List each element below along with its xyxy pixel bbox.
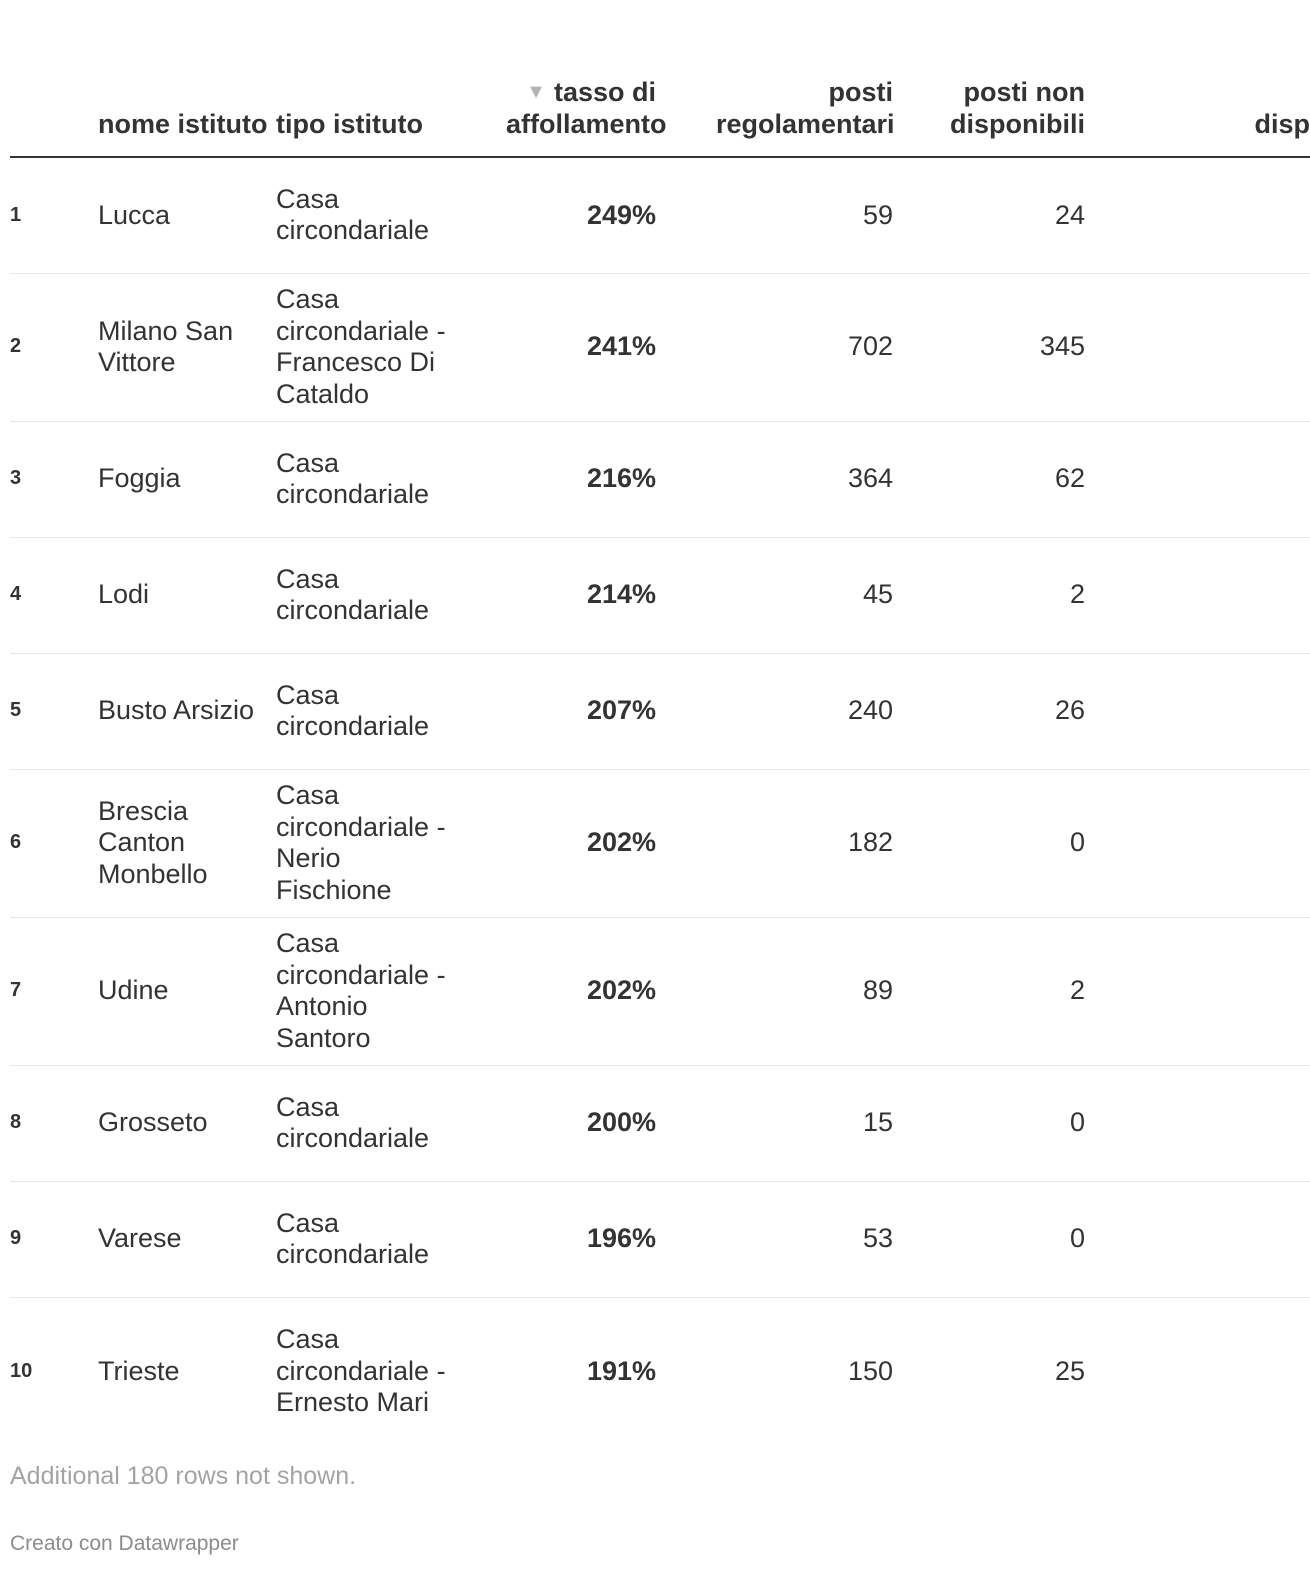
table-row (10, 537, 1310, 653)
cell-nome-istituto: Grosseto (98, 1065, 276, 1181)
table-container (10, 0, 1310, 1592)
cell-nome-istituto: Trieste (98, 1355, 180, 1386)
cell-nome-istituto: Milano San Vittore (98, 273, 276, 421)
cell-disponibili (1085, 157, 1310, 273)
cell-tasso-affollamento: 191% (586, 1355, 656, 1386)
cell-disponibili (1085, 1297, 1310, 1445)
cell-tipo-istituto: Casa circondariale - Francesco Di Cataldo (276, 273, 476, 421)
cell-posti-regolamentari: 150 (847, 1355, 893, 1386)
cell-rank: 7 (10, 917, 98, 1065)
cell-tipo-istituto: Casa circondariale (276, 421, 476, 537)
table-row (10, 1181, 1310, 1297)
cell-tipo-istituto: Casa circondariale (276, 537, 476, 653)
cell-posti-regolamentari: 15 (656, 1065, 893, 1181)
cell-posti-regolamentari: 89 (656, 917, 893, 1065)
cell-posti-non-disponibili: 2 (893, 537, 1085, 653)
header-non-disp[interactable] (893, 76, 1085, 157)
header-row (10, 76, 1310, 157)
cell-rank: 9 (10, 1181, 98, 1297)
header-tipo-istituto[interactable] (276, 76, 476, 157)
cell-rank: 3 (10, 421, 98, 537)
cell-posti-non-disponibili: 24 (893, 157, 1085, 273)
cell-posti-non-disponibili: 0 (893, 769, 1085, 917)
cell-disponibili (1085, 917, 1310, 1065)
table-row (10, 769, 1310, 917)
cell-disponibili (1085, 1065, 1310, 1181)
table-row (10, 1065, 1310, 1181)
cell-tipo-istituto: Casa circondariale - Nerio Fischione (276, 769, 476, 917)
cell-posti-non-disponibili: 345 (893, 273, 1085, 421)
header-non-disp-label: posti non disponibili (950, 77, 1085, 139)
header-posti-label: posti regolamentari (716, 77, 895, 139)
cell-rank: 5 (10, 653, 98, 769)
cell-tasso-affollamento: 200% (476, 1065, 656, 1181)
cell-disponibili (1085, 653, 1310, 769)
cell-nome-istituto: Varese (98, 1181, 276, 1297)
cell-rank: 8 (10, 1065, 98, 1181)
cell-posti-non-disponibili: 26 (893, 653, 1085, 769)
cell-rank: 1 (10, 157, 98, 273)
cell-rank: 10 (10, 1359, 33, 1382)
cell-posti-regolamentari: 702 (656, 273, 893, 421)
cell-nome-istituto: Foggia (98, 421, 276, 537)
cell-tipo-istituto: Casa circondariale (276, 1181, 476, 1297)
cell-disponibili (1085, 537, 1310, 653)
cell-nome-istituto: Busto Arsizio (98, 653, 276, 769)
cell-posti-regolamentari: 240 (656, 653, 893, 769)
table-row (10, 1297, 1310, 1445)
cell-nome-istituto: Udine (98, 917, 276, 1065)
header-posti[interactable] (656, 76, 893, 157)
header-tipo-label: tipo istituto (276, 109, 423, 139)
header-tasso[interactable] (476, 76, 667, 157)
cell-tasso-affollamento: 196% (476, 1181, 656, 1297)
cell-nome-istituto: Brescia Canton Monbello (98, 769, 276, 917)
cell-nome-istituto: Lucca (98, 157, 276, 273)
cell-posti-non-disponibili: 62 (893, 421, 1085, 537)
cell-tipo-istituto: Casa circondariale (276, 1065, 476, 1181)
cell-posti-regolamentari: 45 (656, 537, 893, 653)
cell-posti-regolamentari: 182 (656, 769, 893, 917)
credit-line: Creato con Datawrapper (10, 1532, 239, 1555)
cell-tasso-affollamento: 216% (476, 421, 656, 537)
cell-tasso-affollamento: 202% (476, 769, 656, 917)
table-row (10, 917, 1310, 1065)
cell-tipo-istituto: Casa circondariale - Ernesto Mari (276, 1324, 446, 1417)
cell-posti-regolamentari: 59 (656, 157, 893, 273)
table-row (10, 421, 1310, 537)
header-nome-istituto[interactable] (98, 76, 276, 157)
cell-rank: 6 (10, 769, 98, 917)
cell-rank: 2 (10, 273, 98, 421)
cell-disponibili (1085, 769, 1310, 917)
cell-tipo-istituto: Casa circondariale - Antonio Santoro (276, 917, 476, 1065)
table-notes: Additional 180 rows not shown. (10, 1462, 357, 1490)
cell-posti-regolamentari: 364 (656, 421, 893, 537)
table-row (10, 157, 1310, 273)
cell-posti-regolamentari: 53 (656, 1181, 893, 1297)
cell-posti-non-disponibili: 0 (893, 1181, 1085, 1297)
cell-rank: 4 (10, 537, 98, 653)
sort-descending-icon: ▼ (526, 81, 546, 103)
header-tasso-label: tasso di affollamento (506, 77, 667, 139)
cell-disponibili (1085, 421, 1310, 537)
cell-posti-non-disponibili: 25 (1054, 1355, 1085, 1386)
cell-tipo-istituto: Casa circondariale (276, 653, 476, 769)
cell-nome-istituto: Lodi (98, 537, 276, 653)
cell-posti-non-disponibili: 0 (893, 1065, 1085, 1181)
cell-tasso-affollamento: 202% (476, 917, 656, 1065)
cell-tasso-affollamento: 249% (476, 157, 656, 273)
table-row (10, 273, 1310, 421)
cell-tasso-affollamento: 241% (476, 273, 656, 421)
header-disp-label: disp (1254, 109, 1310, 139)
cell-posti-non-disponibili: 2 (893, 917, 1085, 1065)
cell-disponibili (1085, 273, 1310, 421)
cell-disponibili (1085, 1181, 1310, 1297)
header-disp[interactable] (1085, 76, 1310, 157)
cell-tasso-affollamento: 214% (476, 537, 656, 653)
header-rank[interactable] (10, 76, 98, 157)
cell-tipo-istituto: Casa circondariale (276, 157, 476, 273)
table-row (10, 653, 1310, 769)
cell-tasso-affollamento: 207% (476, 653, 656, 769)
header-nome-label: nome istituto (98, 109, 268, 139)
data-table (10, 76, 1310, 1445)
